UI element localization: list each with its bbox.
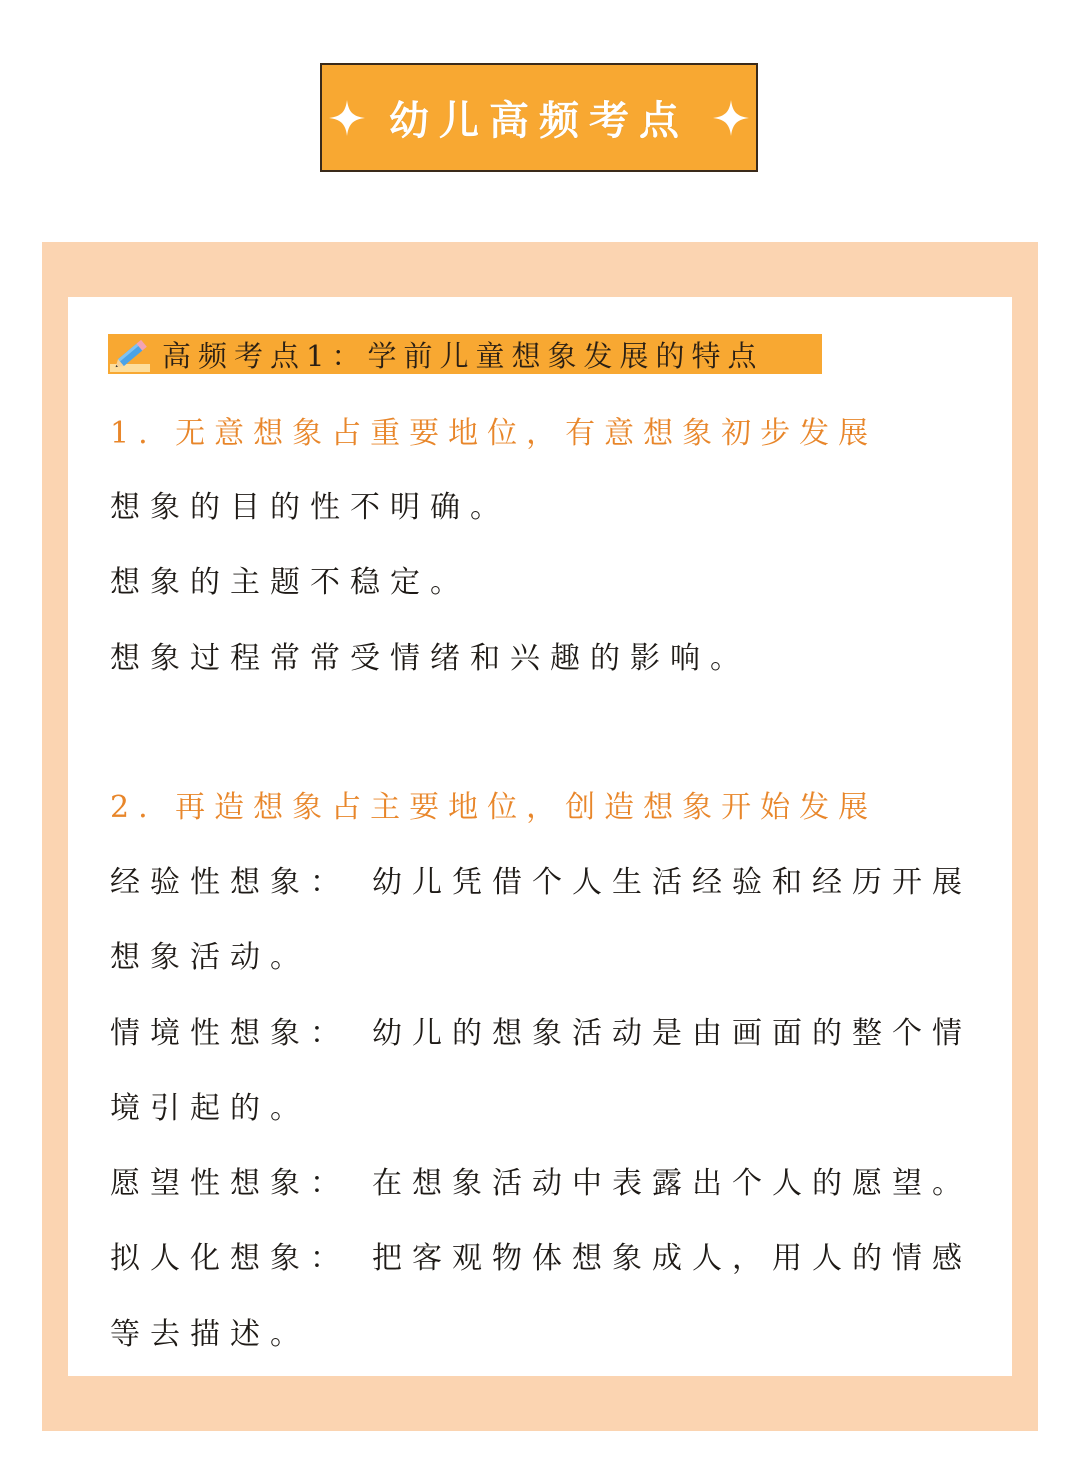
definition-text: 在想象活动中表露出个人的愿望。 [372, 1166, 972, 1201]
section-1-line: 想象过程常常受情绪和兴趣的影响。 [110, 641, 750, 676]
definition-text: 把客观物体想象成人，用人的情感 [372, 1241, 972, 1276]
definition-term: 经验性想象： [110, 865, 350, 900]
section-1-title: 1. 无意想象占重要地位，有意想象初步发展 [110, 416, 878, 451]
definition-term: 拟人化想象： [110, 1241, 350, 1276]
topic-heading [108, 334, 822, 374]
sparkle-icon [327, 98, 367, 138]
definition-text-continued: 境引起的。 [110, 1091, 310, 1126]
pencil-icon [108, 334, 156, 374]
section-1-line: 想象的目的性不明确。 [110, 490, 510, 525]
definition-text-continued: 等去描述。 [110, 1317, 310, 1352]
section-2-title: 2. 再造想象占主要地位，创造想象开始发展 [110, 790, 878, 825]
title-banner [320, 63, 758, 172]
definition-item [110, 1233, 972, 1277]
sparkle-icon [711, 98, 751, 138]
definition-text-continued: 想象活动。 [110, 940, 310, 975]
definition-text: 幼儿的想象活动是由画面的整个情 [372, 1016, 972, 1051]
page-title: 幼儿高频考点 [389, 97, 689, 144]
definition-item [110, 857, 972, 901]
section-1-line: 想象的主题不稳定。 [110, 565, 470, 600]
topic-heading-text: 高频考点1：学前儿童想象发展的特点 [162, 338, 764, 373]
definition-text: 幼儿凭借个人生活经验和经历开展 [372, 865, 972, 900]
definition-term: 愿望性想象： [110, 1166, 350, 1201]
definition-item [110, 1158, 972, 1202]
content-card [68, 297, 1012, 1376]
definition-item [110, 1008, 972, 1052]
definition-term: 情境性想象： [110, 1016, 350, 1051]
